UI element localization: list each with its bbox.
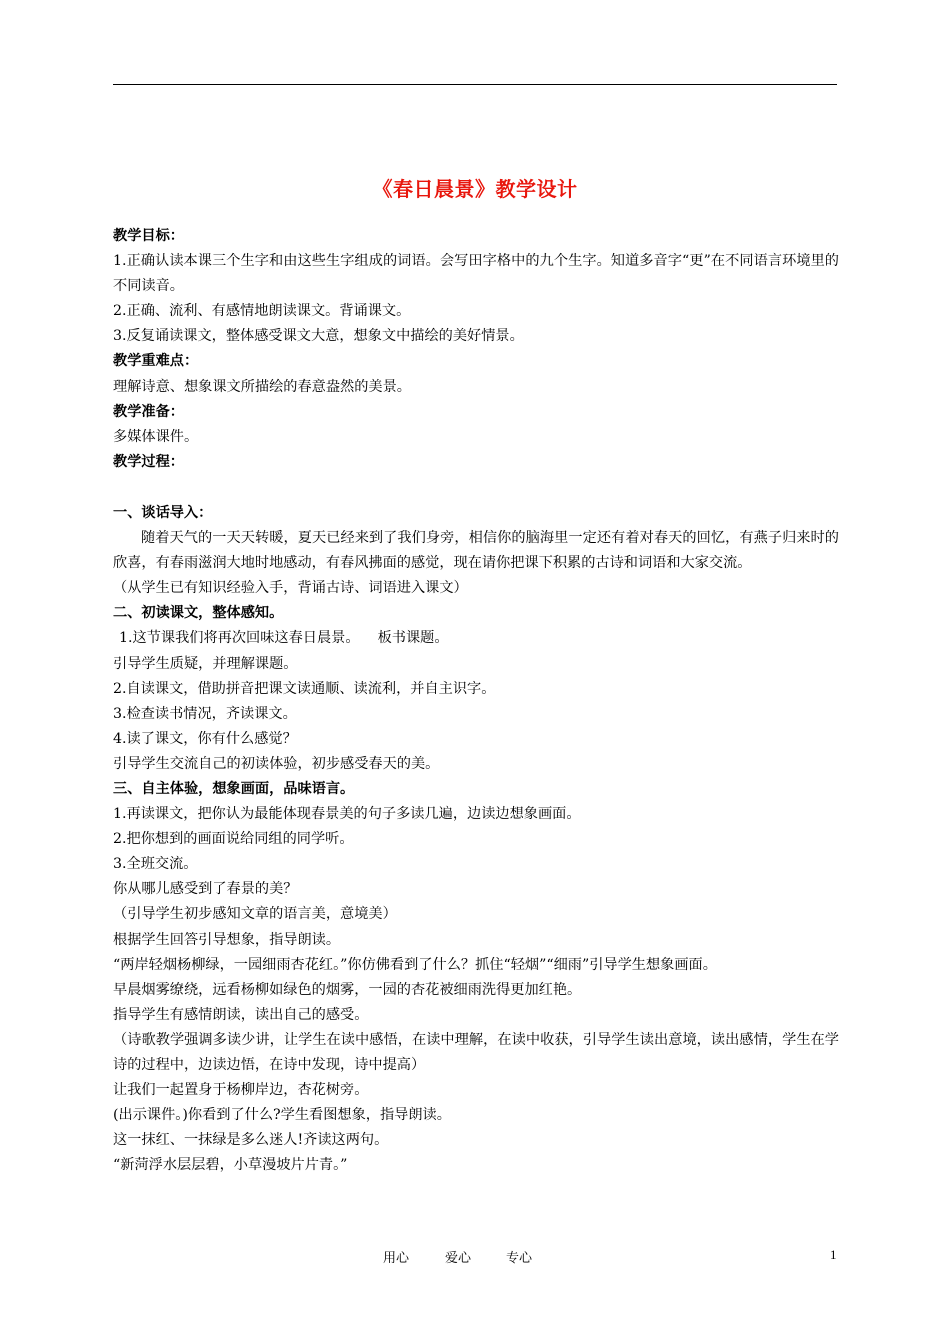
part3-line-3: 3.全班交流。: [113, 856, 198, 873]
key-heading: 教学重难点：: [113, 353, 199, 370]
part2-line-5: 4.读了课文，你有什么感觉？: [113, 730, 297, 747]
page-number: 1: [830, 1247, 837, 1262]
part3-line-4: 你从哪儿感受到了春景的美？: [113, 881, 298, 898]
part2-line-6: 引导学生交流自己的初读体验，初步感受春天的美。: [113, 755, 440, 772]
goal-item-2: 2.正确、流利、有感情地朗读课文。背诵课文。: [113, 303, 411, 320]
key-text: 理解诗意、想象课文所描绘的春意盎然的美景。: [113, 378, 411, 395]
part2-heading: 二、初读课文，整体感知。: [113, 605, 284, 622]
footer-left: 用心: [383, 1251, 410, 1266]
part3-line-10: （诗歌教学强调多读少讲，让学生在读中感悟，在读中理解，在读中收获，引导学生读出意境，读出感情，学生在学诗的过程中，边读边悟，在诗中发现，诗中提高）: [113, 1031, 839, 1073]
header-rule: [113, 84, 837, 85]
part3-line-7: “两岸轻烟杨柳绿，一园细雨杏花红。”你仿佛看到了什么？抓住“轻烟”“细雨”引导学生想象画面。: [113, 956, 717, 973]
page-title: 《春日晨景》教学设计: [372, 177, 578, 201]
part2-line-2: 引导学生质疑，并理解课题。: [113, 655, 298, 672]
footer-middle: 爱心: [445, 1251, 472, 1266]
part1-note: （从学生已有知识经验入手，背诵古诗、词语进入课文）: [113, 580, 468, 597]
page-footer: [0, 1247, 950, 1269]
goal-item-3: 3.反复诵读课文，整体感受课文大意，想象文中描绘的美好情景。: [113, 328, 524, 345]
part3-heading: 三、自主体验，想象画面，品味语言。: [113, 780, 355, 797]
part3-line-14: “新菏浮水层层碧，小草漫坡片片青。”: [113, 1157, 348, 1174]
part2-line-1: 1.这节课我们将再次回味这春日晨景。 板书课题。: [119, 630, 449, 647]
part3-line-11: 让我们一起置身于杨柳岸边，杏花树旁。: [113, 1082, 369, 1099]
prep-heading: 教学准备：: [113, 403, 184, 420]
part3-line-12: (出示课件。)你看到了什么?学生看图想象，指导朗读。: [113, 1107, 451, 1124]
part3-line-2: 2.把你想到的画面说给同组的同学听。: [113, 831, 354, 848]
part3-line-13: 这一抹红、一抹绿是多么迷人!齐读这两句。: [113, 1132, 389, 1149]
process-heading: 教学过程：: [113, 453, 184, 470]
prep-text: 多媒体课件。: [113, 428, 199, 445]
part1-paragraph: 随着天气的一天天转暖，夏天已经来到了我们身旁，相信你的脑海里一定还有着对春天的回忆，有燕子归来时的欣喜，有春雨滋润大地时地感动，有春风拂面的感觉，现在请你把课下积累的古诗和词语和大家交流。: [113, 530, 839, 572]
goal-item-1: 1.正确认读本课三个生字和由这些生字组成的词语。会写田字格中的九个生字。知道多音字“更”在不同语言环境里的不同读音。: [113, 253, 839, 295]
part3-line-8: 早晨烟雾缭绕，远看杨柳如绿色的烟雾，一园的杏花被细雨洗得更加红艳。: [113, 981, 582, 998]
part3-line-5: （引导学生初步感知文章的语言美，意境美）: [113, 906, 397, 923]
part2-line-4: 3.检查读书情况，齐读课文。: [113, 705, 297, 722]
goals-heading: 教学目标：: [113, 228, 184, 244]
part3-line-6: 根据学生回答引导想象，指导朗读。: [113, 931, 341, 948]
spacer: [113, 475, 839, 501]
part2-line-3: 2.自读课文，借助拼音把课文读通顺、读流利，并自主识字。: [113, 680, 496, 697]
part1-heading: 一、谈话导入：: [113, 504, 213, 521]
document-body: [113, 224, 839, 1178]
part3-line-1: 1.再读课文，把你认为最能体现春景美的句子多读几遍，边读边想象画面。: [113, 806, 581, 823]
footer-right: 专心: [506, 1251, 533, 1266]
part3-line-9: 指导学生有感情朗读，读出自己的感受。: [113, 1006, 369, 1023]
